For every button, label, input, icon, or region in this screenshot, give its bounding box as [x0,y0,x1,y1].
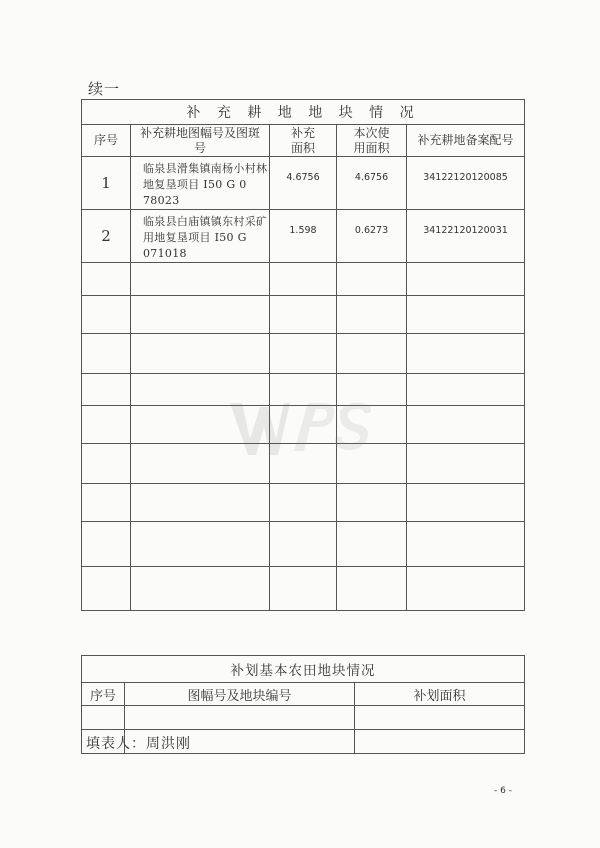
row-index: 1 [82,157,131,210]
filler-signature: 填表人：周洪刚 [86,736,191,752]
row-description: 临泉县白庙镇镇东村采矿 用地复垦项目 I50 G 071018 [131,210,270,263]
header-area: 补充 面积 [270,125,337,157]
empty-row [82,296,525,334]
page-number: - 6 - [494,786,512,796]
row-record-no: 34122120120085 [407,157,525,210]
empty-row [82,263,525,296]
row-record-no: 34122120120031 [407,210,525,263]
supplement-table-title: 补 充 耕 地 地 块 情 况 [82,100,525,125]
farmland-table-title: 补划基本农田地块情况 [82,656,525,683]
row-index: 2 [82,210,131,263]
header-record-no: 补充耕地备案配号 [407,125,525,157]
row-used-area: 0.6273 [337,210,407,263]
empty-row [82,522,525,567]
row-area: 1.598 [270,210,337,263]
empty-row [82,334,525,374]
wps-watermark-logo [228,381,378,461]
table-row [82,157,525,210]
empty-row [82,484,525,522]
farmland-header-map-no: 图幅号及地块编号 [125,683,355,706]
header-used-area: 本次使 用面积 [337,125,407,157]
header-index: 序号 [82,125,131,157]
header-map-no: 补充耕地图幅号及图斑 号 [131,125,270,157]
continuation-label: 续一 [88,80,121,98]
supplement-farmland-table [81,99,525,611]
farmland-header-area: 补划面积 [355,683,525,706]
row-area: 4.6756 [270,157,337,210]
table-row [82,210,525,263]
row-description: 临泉县滑集镇南杨小村林 地复垦项目 I50 G 0 78023 [131,157,270,210]
farmland-header-index: 序号 [82,683,125,706]
empty-row [82,706,525,730]
row-used-area: 4.6756 [337,157,407,210]
empty-row [82,567,525,611]
